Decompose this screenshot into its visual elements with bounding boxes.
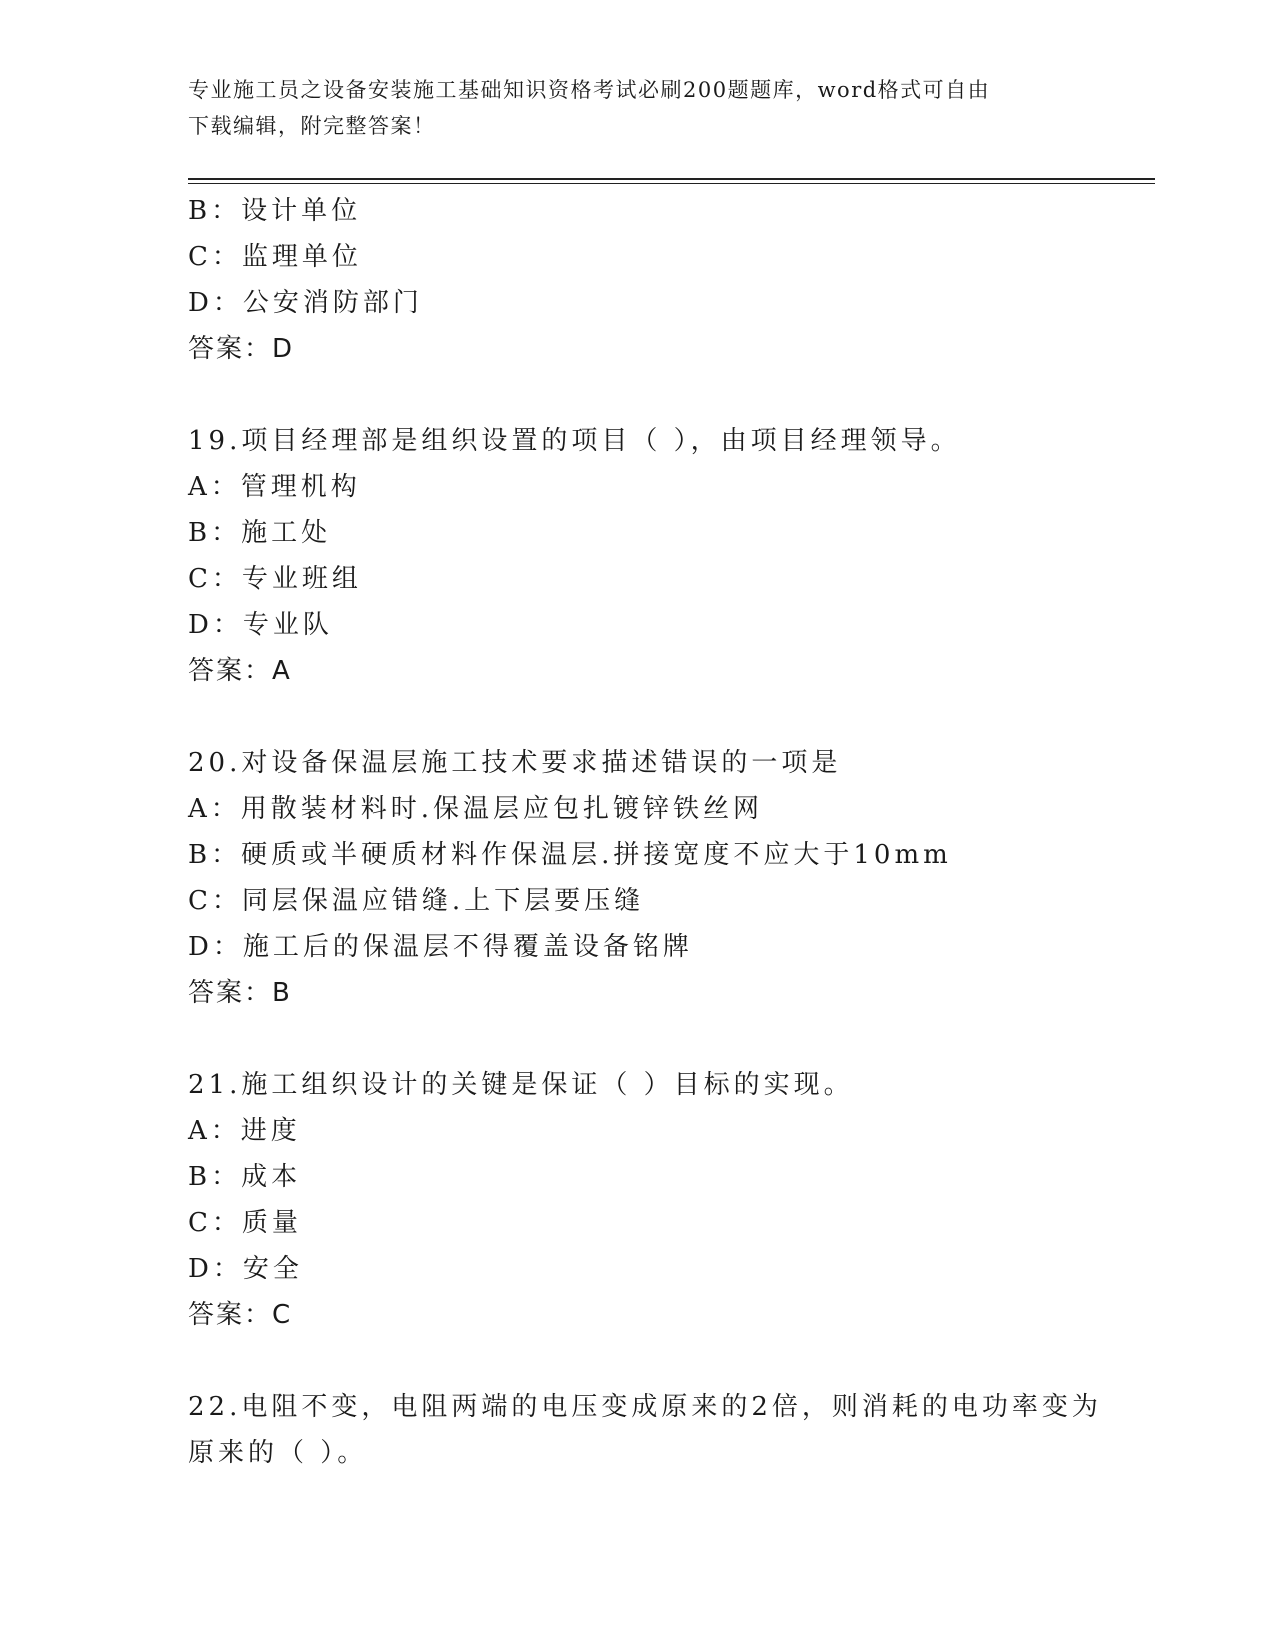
option-d: D：安全: [188, 1254, 303, 1284]
question-text: 19.项目经理部是组织设置的项目（ ），由项目经理领导。: [188, 426, 961, 456]
question-block-18: [188, 188, 1155, 372]
option-d: D：专业队: [188, 610, 333, 640]
option-c: C：同层保温应错缝.上下层要压缝: [188, 886, 645, 916]
option-c: C：监理单位: [188, 242, 362, 272]
answer: 答案：D: [188, 334, 295, 364]
question-block-20: [188, 740, 1155, 1016]
header-rule-thin: [188, 183, 1155, 184]
answer: 答案：B: [188, 978, 292, 1008]
option-a: A：用散装材料时.保温层应包扎镀锌铁丝网: [188, 794, 764, 824]
question-block-21: [188, 1062, 1155, 1338]
header-rule-thick: [188, 178, 1155, 180]
option-c: C：专业班组: [188, 564, 362, 594]
option-b: B：设计单位: [188, 196, 362, 226]
question-block-22: [188, 1384, 1155, 1476]
spacer: [188, 694, 1155, 740]
answer: 答案：A: [188, 656, 292, 686]
header-line-1: 专业施工员之设备安装施工基础知识资格考试必刷200题题库，word格式可自由: [188, 78, 991, 102]
answer: 答案：C: [188, 1300, 293, 1330]
question-text: 20.对设备保温层施工技术要求描述错误的一项是: [188, 748, 842, 778]
option-d: D：公安消防部门: [188, 288, 423, 318]
option-d: D：施工后的保温层不得覆盖设备铭牌: [188, 932, 693, 962]
spacer: [188, 1016, 1155, 1062]
option-a: A：进度: [188, 1116, 301, 1146]
header-line-2: 下载编辑，附完整答案！: [188, 114, 436, 138]
document-header: [188, 72, 1068, 144]
option-b: B：硬质或半硬质材料作保温层.拼接宽度不应大于10mm: [188, 840, 952, 870]
spacer: [188, 1338, 1155, 1384]
option-c: C：质量: [188, 1208, 302, 1238]
question-text-line-1: 22.电阻不变，电阻两端的电压变成原来的2倍，则消耗的电功率变为: [188, 1392, 1102, 1422]
question-text: 21.施工组织设计的关键是保证（ ）目标的实现。: [188, 1070, 854, 1100]
question-list: [188, 188, 1155, 1476]
spacer: [188, 372, 1155, 418]
option-a: A：管理机构: [188, 472, 361, 502]
question-text-line-2: 原来的（ ）。: [188, 1438, 368, 1468]
option-b: B：施工处: [188, 518, 332, 548]
option-b: B：成本: [188, 1162, 302, 1192]
question-block-19: [188, 418, 1155, 694]
